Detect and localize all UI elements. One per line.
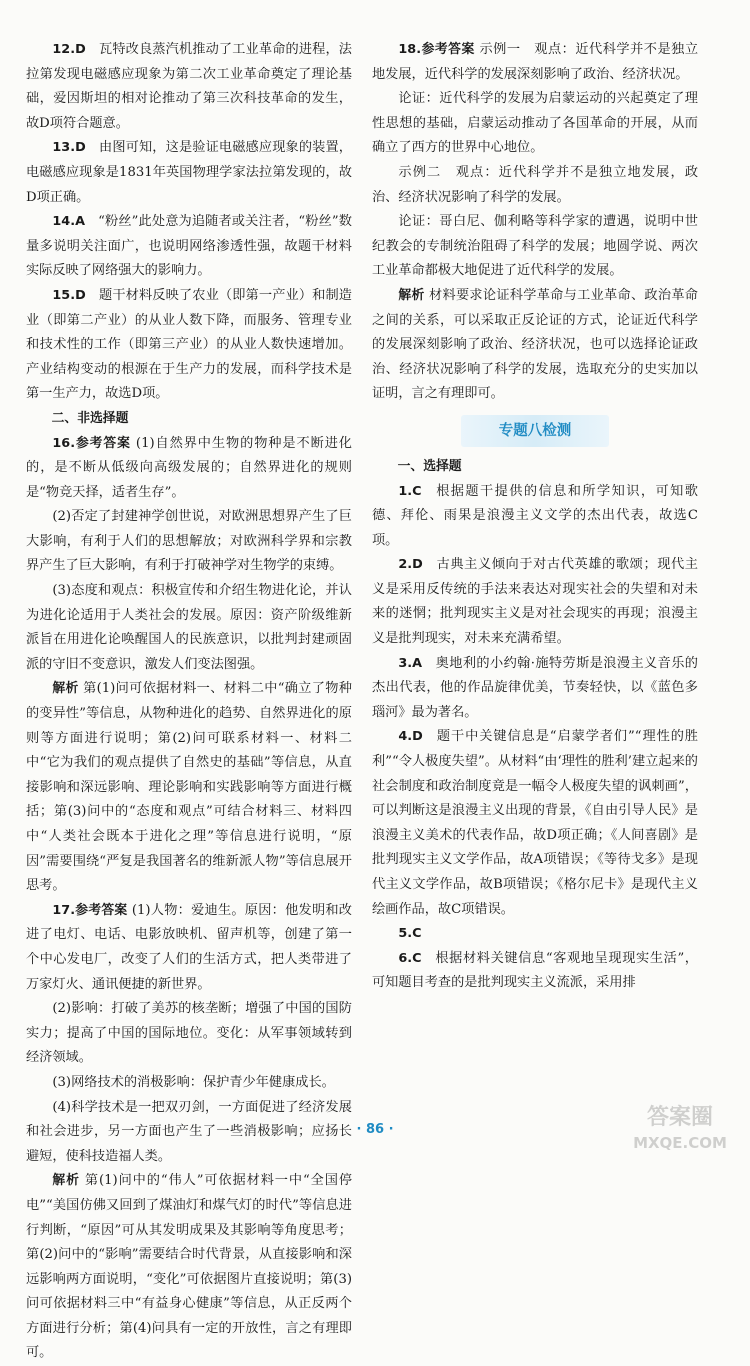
answer-letter: D	[412, 557, 423, 573]
right_questions-question-3	[372, 725, 698, 922]
watermark-url: MXQE.COM	[633, 1134, 727, 1152]
answer-explanation: 古典主义倾向于对古代英雄的歌颂；现代主义是采用反传统的手法来表达对现实社会的失望和对未来的迷惘；批判现实主义是对社会现实的再现；浪漫主义是批判现实，对未来充满希望。	[372, 557, 698, 647]
answer-letter: C	[412, 483, 422, 499]
question-number: 5.	[398, 926, 413, 942]
left_column-question-0	[26, 38, 352, 136]
right-column	[372, 38, 698, 996]
answer-explanation: 由图可知，这是验证电磁感应现象的装置，电磁感应现象是1831年英国物理学家法拉第发现的，故D项正确。	[26, 140, 352, 205]
q18-argument-2: 论证：哥白尼、伽利略等科学家的遭遇，说明中世纪教会的专制统治阻碍了科学的发展；地圆学说、两次工业革命都极大地促进了近代科学的发展。	[372, 214, 698, 279]
answer-letter: D	[75, 287, 86, 303]
answer-explanation: 奥地利的小约翰·施特劳斯是浪漫主义音乐的杰出代表，他的作品旋律优美，节奏轻快，以《蓝色多瑙河》最为著名。	[372, 655, 698, 720]
question-number: 1.	[398, 483, 413, 499]
q17-analysis: 解析 第(1)问中的“伟人”可依据材料一中“全国停电”“美国仿佛又回到了煤油灯和煤气灯的时代”等信息进行判断，“原因”可从其发明成果及其影响等角度思考；第(2)问中的“影响”需要结合时代背景，从直接影响和深远影响两方面说明，“变化”可依据图片直接说明；第(3)问可依据材料三中“有益身心健康”等信息，从正反两个方面进行分析；第(4)问具有一定的开放性，言之有理即可。	[26, 1173, 353, 1361]
q18-argument-1: 论证：近代科学的发展为启蒙运动的兴起奠定了理性思想的基础，启蒙运动推动了各国革命的开展，从而确立了西方的世界中心地位。	[372, 91, 698, 156]
section-two-title: 二、非选择题	[51, 410, 129, 426]
answer-letter: D	[75, 42, 86, 57]
left_column-question-1	[26, 136, 352, 210]
answer-explanation: “粉丝”此处意为追随者或关注者，“粉丝”数量多说明关注面广，也说明网络渗透性强，故题干材料实际反映了网络强大的影响力。	[26, 214, 352, 279]
right_questions-question-0	[372, 480, 698, 554]
q17-part-2: (2)影响：打破了美苏的核垄断；增强了中国的国防实力；提高了中国的国际地位。变化：从军事领域转到经济领域。	[26, 1001, 352, 1066]
answer-letter: D	[75, 140, 86, 156]
q17-part-3: (3)网络技术的消极影响：保护青少年健康成长。	[52, 1074, 335, 1090]
q18-block	[372, 38, 698, 407]
answer-letter: A	[412, 655, 423, 671]
q16-block	[26, 432, 352, 899]
q17-answer-line: 17.参考答案 (1)人物：爱迪生。原因：他发明和改进了电灯、电话、电影放映机、留声机等，创建了第一个中心发电厂，改变了人们的生活方式，把人类带进了万家灯火、通讯便捷的新世界。	[26, 902, 352, 992]
right_questions-question-4	[372, 922, 698, 947]
question-number: 2.	[398, 557, 413, 573]
question-number: 13.	[52, 140, 76, 156]
answer-letter: C	[412, 950, 422, 966]
right-mc-answers	[372, 480, 698, 996]
section-banner: 专题八检测	[461, 415, 609, 447]
q18-example-1: 18.参考答案 示例一 观点：近代科学并不是独立地发展，近代科学的发展深刻影响了政治、经济状况。	[372, 42, 699, 82]
question-number: 14.	[52, 214, 76, 230]
question-number: 3.	[398, 655, 413, 671]
right_questions-question-2	[372, 652, 698, 726]
q16-answer-line: 16.参考答案 (1)自然界中生物的物种是不断进化的，是不断从低级向高级发展的；自然界进化的规则是“物竞天择，适者生存”。	[26, 435, 352, 500]
watermark-text: 答案圈	[646, 1105, 714, 1130]
question-number: 15.	[52, 287, 76, 303]
left-mc-answers	[26, 38, 352, 407]
q16-part-3: (3)态度和观点：积极宣传和介绍生物进化论，并认为进化论适用于人类社会的发展。原因：资产阶级维新派旨在用进化论唤醒国人的民族意识，以批判封建顽固派的守旧不变意识，激发人们变法图强。	[26, 583, 352, 672]
question-number: 12.	[52, 42, 76, 57]
answer-explanation: 题干中关键信息是“启蒙学者们”“理性的胜利”“令人极度失望”。从材料“由‘理性的胜利’建立起来的社会制度和政治制度竟是一幅令人极度失望的讽刺画”，可以判断这是浪漫主义出现的背景，《自由引导人民》是浪漫主义美术的代表作品，故D项正确；《人间喜剧》是批判现实主义文学作品，故A项错误；《等待戈多》是现代主义文学作品，故B项错误；《格尔尼卡》是现代主义绘画作品，故C项错误。	[372, 729, 698, 917]
answer-explanation: 根据材料关键信息“客观地呈现现实生活”，可知题目考查的是批判现实主义流派，采用排	[372, 950, 698, 991]
q17-part-4: (4)科学技术是一把双刃剑，一方面促进了经济发展和社会进步，另一方面也产生了一些消极影响；应扬长避短，使科技造福人类。	[26, 1099, 352, 1164]
right_questions-question-5	[372, 947, 698, 996]
question-number: 4.	[398, 729, 413, 745]
left_column-question-2	[26, 210, 352, 284]
answer-explanation: 根据题干提供的信息和所学知识，可知歌德、拜伦、雨果是浪漫主义文学的杰出代表，故选C项。	[372, 483, 698, 548]
q18-example-2: 示例二 观点：近代科学并不是独立地发展，政治、经济状况影响了科学的发展。	[372, 164, 699, 205]
answer-explanation: 题干材料反映了农业（即第一产业）和制造业（即第二产业）的从业人数下降，而服务、管理专业和技术性的工作（即第三产业）的从业人数快速增加。产业结构变动的根源在于生产力的发展，而科学技术是第一生产力，故选D项。	[26, 287, 352, 402]
section-one-title: 一、选择题	[397, 458, 462, 474]
answer-letter: A	[75, 214, 85, 230]
left_column-question-3	[26, 284, 352, 407]
answer-letter: D	[412, 729, 423, 745]
answer-explanation: 瓦特改良蒸汽机推动了工业革命的进程，法拉第发现电磁感应现象为第二次工业革命奠定了理论基础，爱因斯坦的相对论推动了第三次科技革命的发生，故D项符合题意。	[26, 42, 352, 131]
page-number: · 86 ·	[356, 1122, 394, 1137]
right_questions-question-1	[372, 553, 698, 651]
left-column	[26, 38, 352, 1366]
question-number: 6.	[398, 950, 413, 966]
q16-analysis: 解析 第(1)问可依据材料一、材料二中“确立了物种的变异性”等信息，从物种进化的趋势、自然界进化的原则等方面进行说明；第(2)问可联系材料一、材料二中“它为我们的观点提供了自然史的基础”等信息，从直接影响和深远影响、理论影响和实践影响等方面进行概括；第(3)问中的“态度和观点”可结合材料三、材料四中“人类社会既本于进化之理”等信息进行说明，“原因”需要围绕“严复是我国著名的维新派人物”等信息展开思考。	[26, 681, 352, 894]
q18-analysis: 解析 材料要求论证科学革命与工业革命、政治革命之间的关系，可以采取正反论证的方式，论证近代科学的发展深刻影响了政治、经济状况，也可以选择论证政治、经济状况影响了科学的发展，选取充分的史实加以证明，言之有理即可。	[372, 287, 698, 402]
q16-part-2: (2)否定了封建神学创世说，对欧洲思想界产生了巨大影响，有利于人们的思想解放；对欧洲科学界和宗教界产生了巨大影响，有利于打破神学对生物学的束缚。	[26, 509, 352, 574]
answer-letter: C	[412, 926, 422, 942]
